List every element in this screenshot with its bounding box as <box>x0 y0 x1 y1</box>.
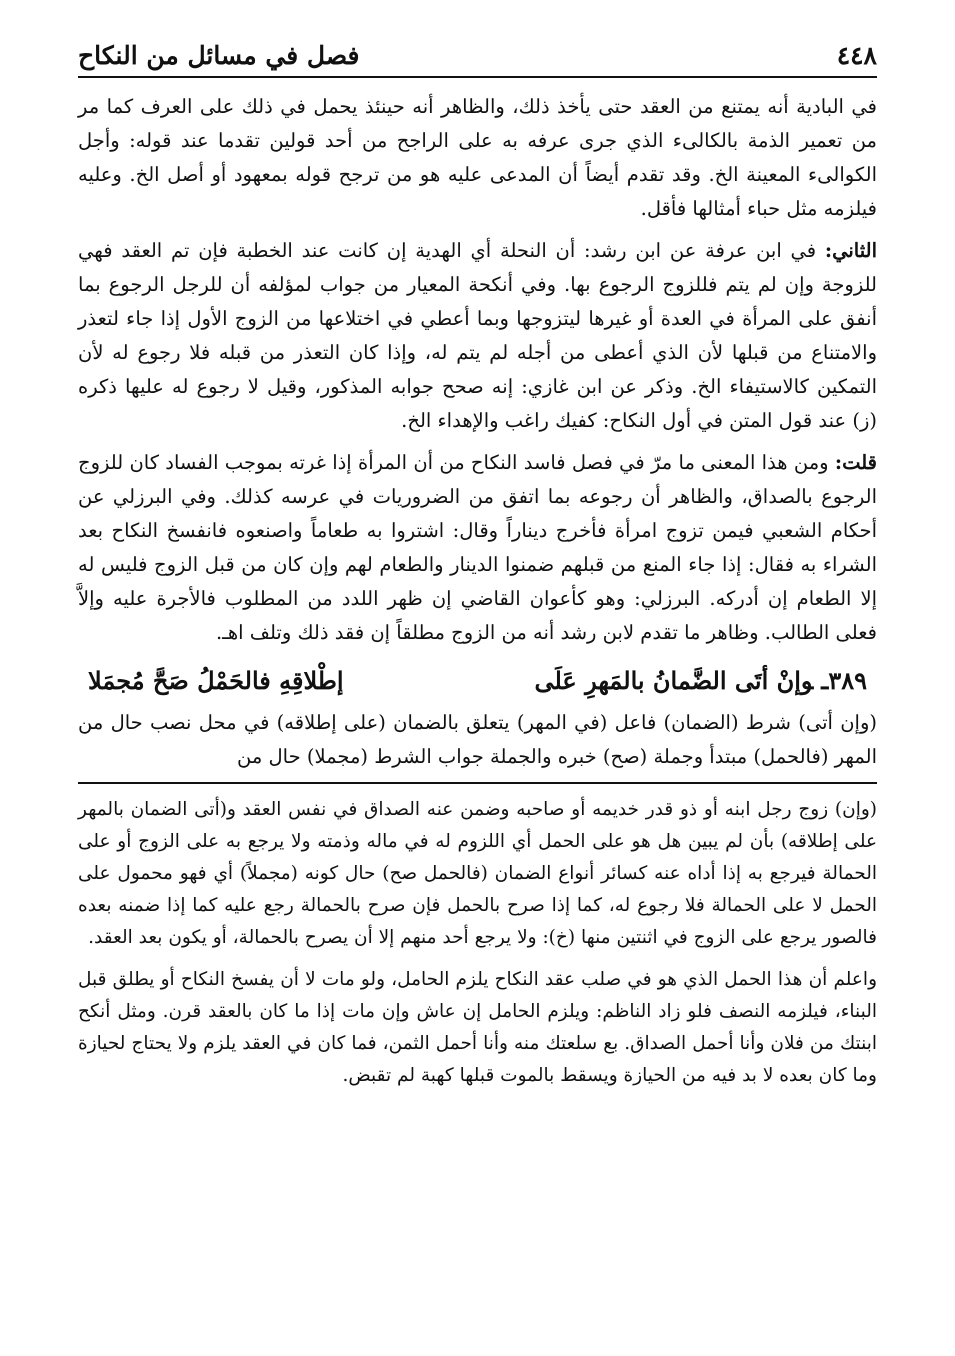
verse-number: ٣٨٩ـ <box>821 666 867 695</box>
footnote-divider <box>78 782 877 784</box>
running-title: فصل في مسائل من النكاح <box>78 41 360 70</box>
paragraph-2 <box>78 234 877 438</box>
paragraph-3-lead: قلت: <box>834 451 877 474</box>
paragraph-3 <box>78 446 877 650</box>
page-header <box>78 32 877 78</box>
paragraph-1: في البادية أنه يمتنع من العقد حتى يأخذ ذلك، والظاهر أنه حينئذ يحمل في ذلك على العرف كما مر من تعمير الذمة بالكالىء الذي جرى عرفه به على الراجح من أحد قولين تقدما عند قوله: وأجل الكوالىء المعينة الخ. وقد تقدم أيضاً أن المدعى عليه هو من ترجح قوله بمعهود أو أصل الخ. وعليه فيلزمه مثل حباء أمثالها فأقل. <box>78 95 877 220</box>
page-number: ٤٤٨ <box>836 41 877 70</box>
footnote-2: واعلم أن هذا الحمل الذي هو في صلب عقد النكاح يلزم الحامل، ولو مات لا أن يفسخ النكاح أو يطلق قبل البناء، فيلزمه النصف فلو زاد الناظم: ويلزم الحامل إن عاش وإن مات إذا ما كان بالعقد قرن. ومثل أنكح ابنتك من فلان وأنا أحمل الصداق. بع سلعتك منه وأنا أحمل الثمن، فما كان في العقد يلزم ولا يحتاج لحيازة وما كان بعده لا بد فيه من الحيازة ويسقط بالموت قبلها كهبة لم تقبض. <box>78 969 877 1086</box>
verse-line <box>88 664 867 698</box>
footnotes <box>78 794 877 1092</box>
paragraph-4: (وإن أتى) شرط (الضمان) فاعل (في المهر) يتعلق بالضمان (على إطلاقه) في محل نصب حال من المهر (فالحمل) مبتدأ وجملة (صح) خبره والجملة جواب الشرط (مجملا) حال من <box>78 711 877 768</box>
paragraph-2-text: في ابن عرفة عن ابن رشد: أن النحلة أي الهدية إن كانت عند الخطبة فإن تم العقد فهي للزوجة وإن لم يتم فللزوج الرجوع بها. وفي أنكحة المعيار من جواب لمؤلفه أن للرجل الرجوع بما أنفق على المرأة في العدة أو غيرها ليتزوجها وبما أعطي في اختلاعها من الزوج الأول إذا جاء لتعذر والامتناع من قبلها لأن الذي أعطى من أجله لم يتم له، وإذا كان التعذر من قبله فلا رجوع له لأن التمكين كالاستيفاء الخ. وذكر عن ابن غازي: إنه صحح جوابه المذكور، وقيل لا رجوع له عليها ذكره (ز) عند قول المتن في أول النكاح: كفيك راغب والإهداء الخ. <box>78 239 877 432</box>
verse-hemistich-2: إطْلاقِهِ فالحَمْلُ صَحَّ مُجمَلا <box>88 666 344 695</box>
paragraph-3-text: ومن هذا المعنى ما مرّ في فصل فاسد النكاح من أن المرأة إذا غرته بموجب الفساد كان للزوج الرجوع بالصداق، والظاهر أن رجوعه بما اتفق من الضروريات في عرسه كذلك. وفي البرزلي عن أحكام الشعبي فيمن تزوج امرأة فأخرج ديناراً وقال: اشتروا به طعاماً واصنعوه فانفسخ النكاح بعد الشراء به فقال: إذا جاء المنع من قبلهم ضمنوا الدينار والطعام لهم وإن كان من قبل الزوج فليس له إلا الطعام إن أدركه. البرزلي: وهو كأعوان القاضي إن ظهر اللدد من المطلوب فالأجرة عليه وإلاَّ فعلى الطالب. وظاهر ما تقدم لابن رشد أنه من الزوج مطلقاً إن فقد ذلك وتلف اهـ. <box>78 451 877 644</box>
footnote-1: (وإن) زوج رجل ابنه أو ذو قدر خديمه أو صاحبه وضمن عنه الصداق في نفس العقد و(أتى الضمان بالمهر على إطلاقه) بأن لم يبين هل هو على الحمل أي اللزوم له في ماله وذمته ولا يرجع به على الزوج أو على الحمالة فيرجع به إذا أداه عنه كسائر أنواع الضمان (فالحمل صح) حال كونه (مجملاً) أي فهو محمول على الحمل لا على الحمالة فلا رجوع له، كما إذا صرح بالحمل فإن صرح بالحمالة رجع عليه كما إذا ضمنه بعده فالصور يرجع على الزوج في اثنتين منها (خ): ولا يرجع أحد منهم إلا أن يصرح بالحمالة، أو يكون بعد العقد. <box>78 799 877 948</box>
paragraph-2-lead: الثاني: <box>824 239 877 262</box>
verse-first-half <box>534 664 867 698</box>
main-text <box>78 90 877 774</box>
verse-hemistich-1: وإنْ أتَى الضَّمانُ بالمَهرِ عَلَى <box>534 666 814 695</box>
